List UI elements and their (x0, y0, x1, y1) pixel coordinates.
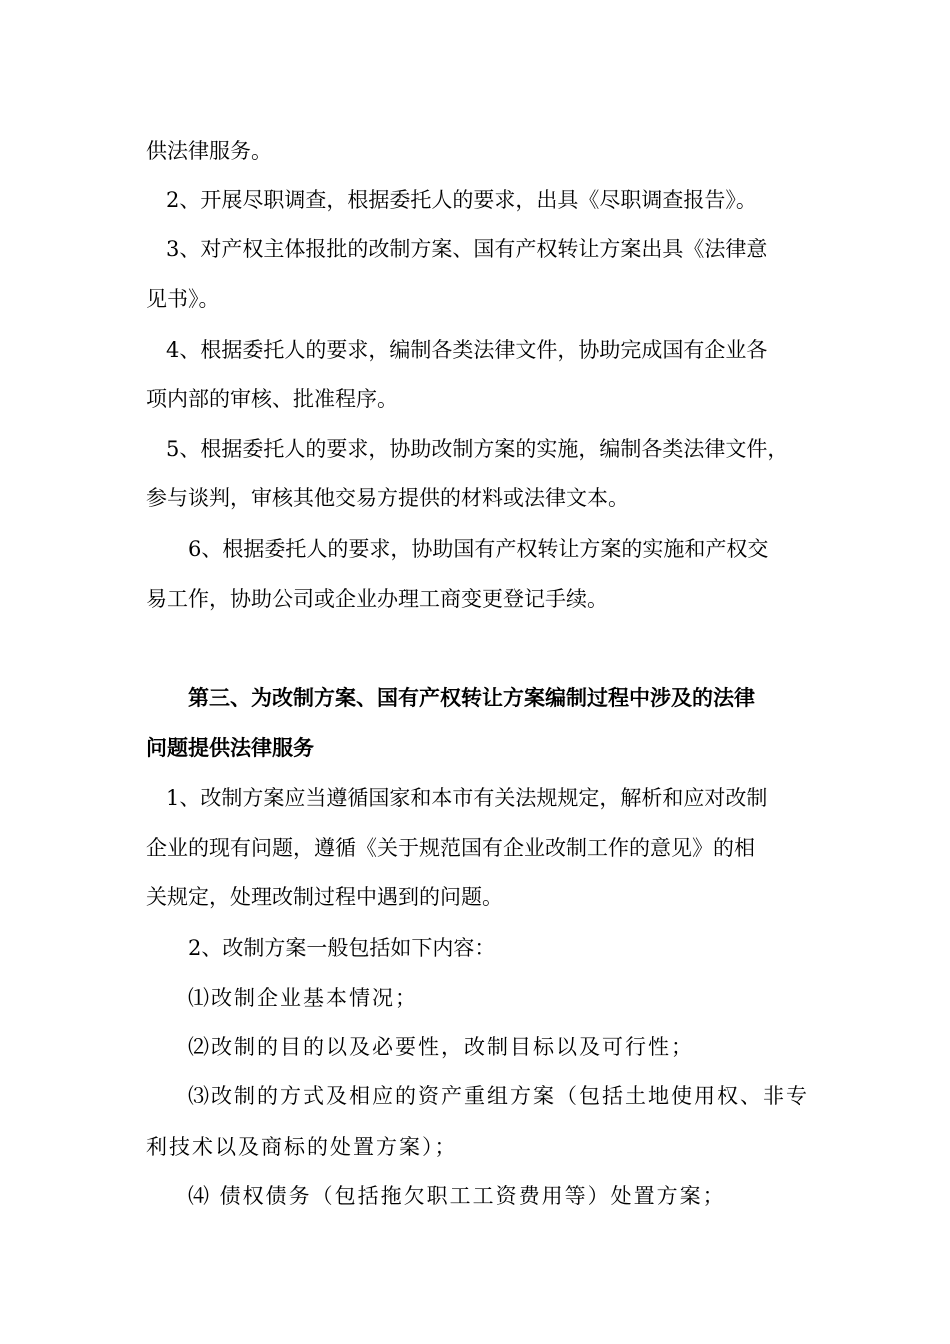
list-item: ⑶改制的方式及相应的资产重组方案（包括土地使用权、非专 (188, 1084, 809, 1108)
paragraph-line: 5、根据委托人的要求，协助改制方案的实施，编制各类法律文件， (166, 437, 789, 461)
paragraph-line: 1、改制方案应当遵循国家和本市有关法规规定，解析和应对改制 (166, 786, 768, 810)
paragraph-line: 易工作，协助公司或企业办理工商变更登记手续。 (146, 587, 608, 611)
paragraph-line: 3、对产权主体报批的改制方案、国有产权转让方案出具《法律意 (166, 237, 768, 261)
paragraph-line: 2、开展尽职调查，根据委托人的要求，出具《尽职调查报告》。 (166, 188, 757, 212)
paragraph-line: 见书》。 (146, 287, 220, 311)
paragraph-line: 6、根据委托人的要求，协助国有产权转让方案的实施和产权交 (188, 537, 769, 561)
list-item: ⑵改制的目的以及必要性，改制目标以及可行性； (188, 1035, 694, 1059)
section-heading: 第三、为改制方案、国有产权转让方案编制过程中涉及的法律 (188, 685, 755, 710)
paragraph-line: 供法律服务。 (146, 139, 272, 163)
paragraph-line: 2、改制方案一般包括如下内容： (188, 936, 496, 960)
paragraph-line: 项内部的审核、批准程序。 (146, 387, 398, 411)
paragraph-line: 企业的现有问题，遵循《关于规范国有企业改制工作的意见》的相 (146, 836, 755, 860)
paragraph-line: 关规定，处理改制过程中遇到的问题。 (146, 885, 503, 909)
list-item: ⑴改制企业基本情况； (188, 986, 418, 1010)
paragraph-line: 参与谈判，审核其他交易方提供的材料或法律文本。 (146, 486, 629, 510)
list-item: 利技术以及商标的处置方案）； (146, 1135, 458, 1159)
list-item: ⑷ 债权债务（包括拖欠职工工资费用等）处置方案； (188, 1184, 726, 1208)
paragraph-line: 4、根据委托人的要求，编制各类法律文件，协助完成国有企业各 (166, 338, 768, 362)
section-heading: 问题提供法律服务 (146, 735, 314, 760)
